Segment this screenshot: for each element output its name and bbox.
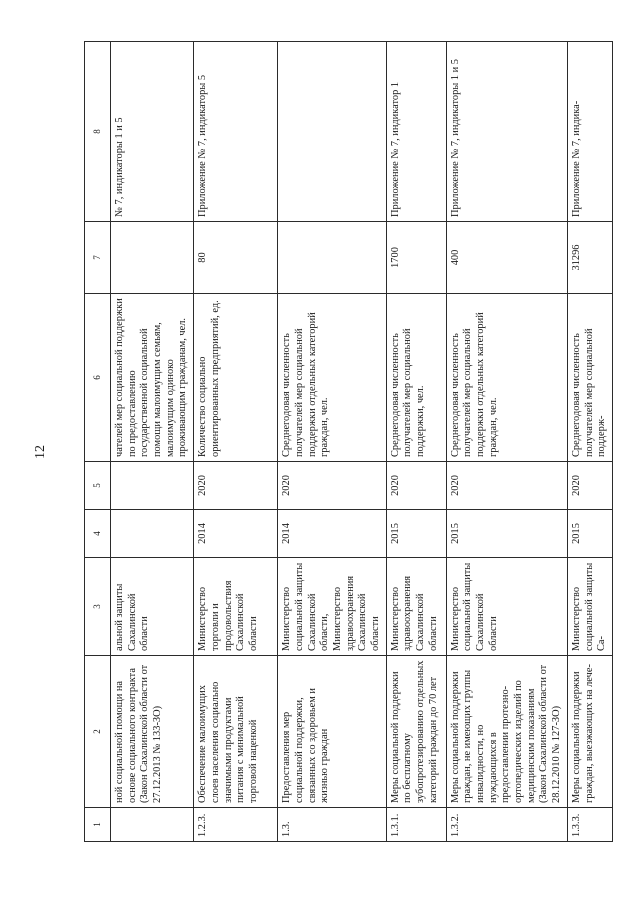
indicator-value: 31296 [567,222,612,294]
table-header-row [85,42,111,842]
end-year: 2020 [567,462,612,510]
indicator-value: 80 [194,222,278,294]
table-row [567,42,612,842]
table-row [111,42,194,842]
indicator-name: Среднегодовая численность получателей мер социальной поддержки, чел. [386,294,446,462]
responsible-executor: Министерство торговли и продовольствия Сахалинской области [194,558,278,656]
measure-name: Меры социальной поддержки граждан, не имеющих группы инвалидности, но нуждающихся в предоставлении протезно-ортопедических изделий по медицинским показаниям (Закон Сахалинской области от 28.12.2010 № 127-ЗО) [446,656,567,808]
indicator-name: Количество социально ориентированных предприятий, ед. [194,294,278,462]
responsible-executor: Министерство здравоохранения Сахалинской области [386,558,446,656]
end-year: 2020 [194,462,278,510]
table-row [386,42,446,842]
rotated-table-container [84,42,608,842]
start-year: 2014 [194,510,278,558]
program-measures-table [84,41,613,842]
row-number: 1.3. [278,808,387,842]
responsible-executor: Министерство социальной защиты Сахалинской области [446,558,567,656]
appendix-reference: Приложение № 7, индика- [567,42,612,222]
end-year: 2020 [446,462,567,510]
appendix-reference: Приложение № 7, индикатор 1 [386,42,446,222]
responsible-executor: Министерство социальной защиты Сахалинской области, Министерство здравоохранения Сахалинской области [278,558,387,656]
row-number [111,808,194,842]
measure-name: Обеспечение малоимущих слоев населения социально значимыми продуктами питания с минимальной торговой наценкой [194,656,278,808]
appendix-reference: Приложение № 7, индикаторы 1 и 5 [446,42,567,222]
row-number: 1.3.2. [446,808,567,842]
end-year: 2020 [386,462,446,510]
column-header: 8 [85,42,111,222]
row-number: 1.3.1. [386,808,446,842]
indicator-value: 1700 [386,222,446,294]
start-year: 2015 [446,510,567,558]
end-year: 2020 [278,462,387,510]
measure-name: Меры социальной поддержки граждан, выезжающих на лече- [567,656,612,808]
indicator-name: Среднегодовая численность получателей мер социальной поддерж- [567,294,612,462]
indicator-name: Среднегодовая численность получателей мер социальной поддержки отдельных категорий граждан, чел. [446,294,567,462]
indicator-name: чателей мер социальной поддержки по предоставлению государственной социальной помощи малоимущим семьям, малоимущим одиноко проживающим гражданам, чел. [111,294,194,462]
measure-name: Меры социальной поддержки по бесплатному зубопротезированию отдельных категорий граждан до 70 лет [386,656,446,808]
column-header: 7 [85,222,111,294]
measure-name: ной социальной помощи на основе социального контракта (Закон Сахалинской области от 27.12.2013 № 133-ЗО) [111,656,194,808]
table-row [278,42,387,842]
page-number: 12 [33,445,48,459]
column-header: 1 [85,808,111,842]
column-header: 4 [85,510,111,558]
appendix-reference: № 7, индикаторы 1 и 5 [111,42,194,222]
row-number: 1.3.3. [567,808,612,842]
column-header: 3 [85,558,111,656]
indicator-value: 400 [446,222,567,294]
indicator-value [278,222,387,294]
row-number: 1.2.3. [194,808,278,842]
table-row [194,42,278,842]
indicator-value [111,222,194,294]
start-year: 2015 [567,510,612,558]
responsible-executor: альной защиты Сахалинской области [111,558,194,656]
table-row [446,42,567,842]
end-year [111,462,194,510]
start-year: 2014 [278,510,387,558]
column-header: 6 [85,294,111,462]
start-year: 2015 [386,510,446,558]
responsible-executor: Министерство социальной защиты Са- [567,558,612,656]
column-header: 5 [85,462,111,510]
indicator-name: Среднегодовая численность получателей мер социальной поддержки отдельных категорий граждан, чел. [278,294,387,462]
measure-name: Предоставления мер социальной поддержки, связанных со здоровьем и жизнью граждан [278,656,387,808]
appendix-reference: Приложение № 7, индикаторы 5 [194,42,278,222]
appendix-reference [278,42,387,222]
column-header: 2 [85,656,111,808]
start-year [111,510,194,558]
